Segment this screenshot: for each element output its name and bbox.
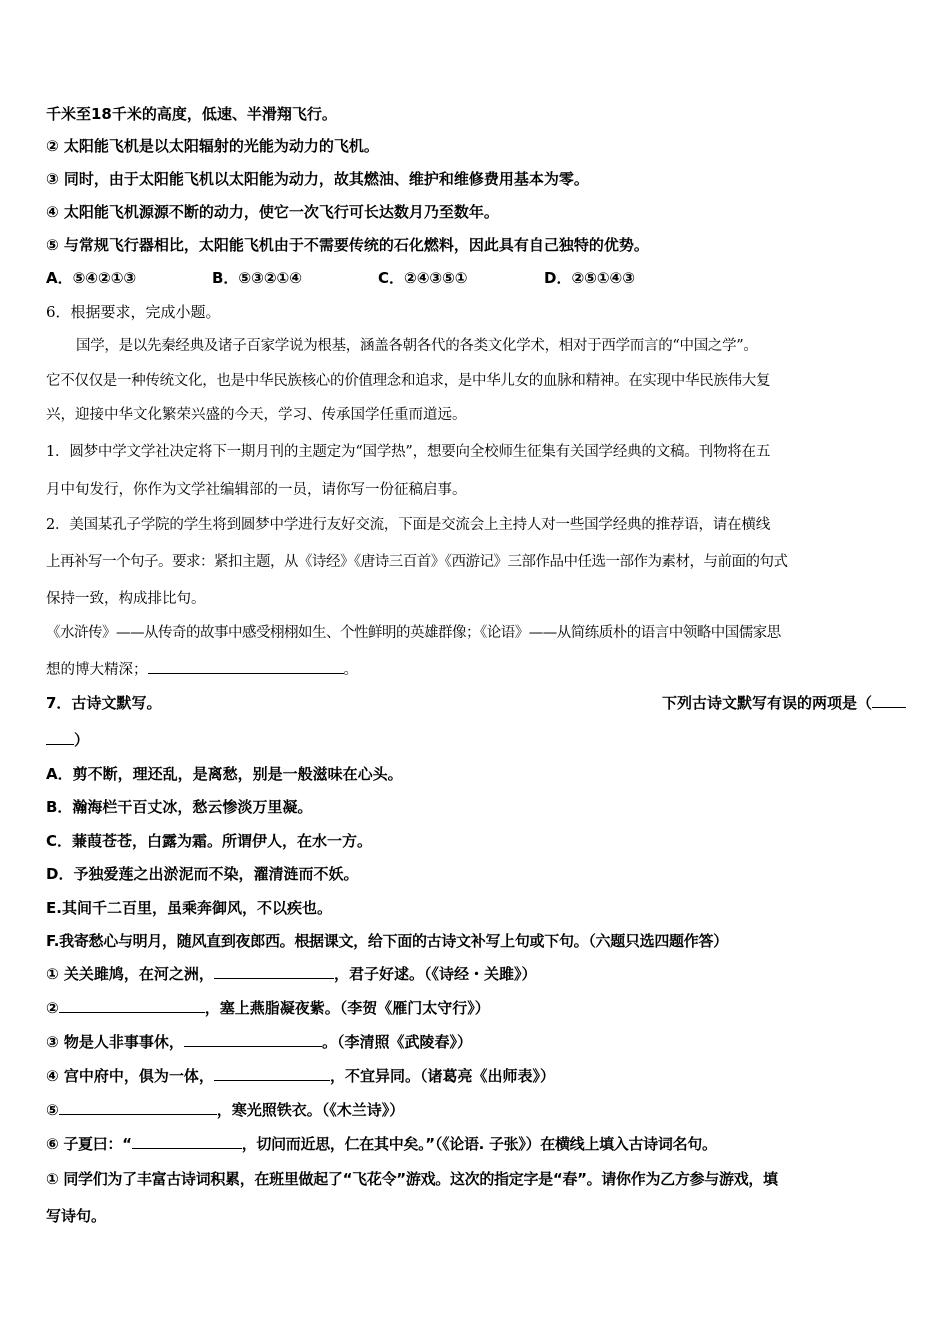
q7-item-3 — [46, 1032, 472, 1052]
q7-item-5 — [46, 1100, 404, 1120]
q7-item-4 — [46, 1066, 555, 1086]
q7-item-2-tail: ，塞上燕脂凝夜紫。（李贺《雁门太守行》） — [204, 999, 490, 1017]
q7-item-4-tail: ，不宜异同。（诸葛亮《出师表》） — [329, 1067, 555, 1085]
q7-item-3-text: ③ 物是人非事事休， — [46, 1033, 184, 1051]
q5-option-d: D．②⑤①④③ — [544, 269, 635, 287]
q7-feihualing-line-2: 写诗句。 — [46, 1207, 107, 1225]
q7-option-d: D．予独爱莲之出淤泥而不染，濯清涟而不妖。 — [46, 865, 359, 883]
q6-passage-line-3: 兴，迎接中华文化繁荣兴盛的今天，学习、传承国学任重而道远。 — [46, 407, 467, 423]
q5-sentence-3: ③ 同时，由于太阳能飞机以太阳能为动力，故其燃油、维护和维修费用基本为零。 — [46, 170, 589, 188]
q6-passage-line-1: 国学，是以先秦经典及诸子百家学说为根基，涵盖各朝各代的各类文化学术，相对于西学而言的“中国之学”。 — [76, 338, 758, 354]
q6-sub2-line-5-end: 。 — [343, 662, 358, 678]
q7-item-6-blank[interactable] — [132, 1134, 242, 1149]
q7-item-6 — [46, 1134, 717, 1154]
q7-item-1-blank[interactable] — [214, 964, 334, 979]
q5-option-a: A．⑤④②①③ — [46, 269, 137, 287]
q7-answer-blank-b[interactable] — [46, 730, 74, 745]
q6-sub2-line-3: 保持一致，构成排比句。 — [46, 591, 206, 607]
q7-item-2-blank[interactable] — [59, 998, 205, 1013]
q6-sub1-line-1: 1．圆梦中学文学社决定将下一期月刊的主题定为“国学热”，想要向全校师生征集有关国学经典的文稿。刊物将在五 — [46, 444, 771, 460]
q7-prompt-cont — [46, 730, 89, 750]
q7-option-a: A．剪不断，理还乱，是离愁，别是一般滋味在心头。 — [46, 765, 403, 783]
q7-item-2 — [46, 998, 490, 1018]
q7-prompt-text: 下列古诗文默写有误的两项是（ — [661, 694, 872, 712]
q6-passage-line-2: 它不仅仅是一种传统文化，也是中华民族核心的价值理念和追求，是中华儿女的血脉和精神。在实现中华民族伟大复 — [46, 373, 771, 389]
q7-feihualing-line-1: ① 同学们为了丰富古诗词积累，在班里做起了“飞花令”游戏。这次的指定字是“春”。请你作为乙方参与游戏，填 — [46, 1170, 778, 1188]
q5-sentence-5: ⑤ 与常规飞行器相比，太阳能飞机由于不需要传统的石化燃料，因此具有自己独特的优势。 — [46, 236, 649, 254]
q7-option-b: B．瀚海栏干百丈冰，愁云惨淡万里凝。 — [46, 798, 313, 816]
q7-item-4-blank[interactable] — [214, 1066, 330, 1081]
q5-sentence-2: ② 太阳能飞机是以太阳辐射的光能为动力的飞机。 — [46, 137, 379, 155]
q5-option-c: C．②④③⑤① — [378, 269, 468, 287]
q5-options — [46, 268, 635, 288]
q7-item-1 — [46, 964, 536, 984]
q6-title: 6．根据要求，完成小题。 — [46, 303, 221, 321]
q7-title: 7．古诗文默写。 — [46, 694, 162, 712]
q7-item-4-text: ④ 宫中府中，俱为一体， — [46, 1067, 214, 1085]
q7-item-5-blank[interactable] — [59, 1100, 217, 1115]
q7-item-2-text: ② — [46, 999, 59, 1017]
q6-sub2-line-5 — [46, 659, 358, 680]
q7-answer-blank-a[interactable] — [872, 693, 906, 708]
q7-item-5-tail: ，寒光照铁衣。（《木兰诗》） — [216, 1101, 405, 1119]
q5-option-b: B．⑤③②①④ — [212, 269, 302, 287]
q7-item-1-tail: ，君子好逑。（《诗经・关雎》） — [333, 965, 537, 983]
q7-item-5-text: ⑤ — [46, 1101, 59, 1119]
q7-item-1-text: ① 关关雎鸠，在河之洲， — [46, 965, 214, 983]
q7-close-paren: ） — [74, 731, 90, 749]
q7-item-6-tail: ，切问而近思，仁在其中矣。”（《论语. 子张》）在横线上填入古诗词名句。 — [241, 1135, 717, 1153]
q5-sentence-4: ④ 太阳能飞机源源不断的动力，使它一次飞行可长达数月乃至数年。 — [46, 203, 499, 221]
q7-option-e: E.其间千二百里，虽乘奔御风，不以疾也。 — [46, 899, 332, 917]
q7-item-3-tail: 。（李清照《武陵春》） — [321, 1033, 472, 1051]
q7-option-c: C．蒹葭苍苍，白露为霜。所谓伊人，在水一方。 — [46, 832, 373, 850]
q6-answer-blank[interactable] — [148, 659, 344, 674]
q7-prompt — [662, 693, 906, 713]
q6-sub2-line-1: 2．美国某孔子学院的学生将到圆梦中学进行友好交流，下面是交流会上主持人对一些国学经典的推荐语，请在横线 — [46, 517, 771, 533]
q7-item-6-text: ⑥ 子夏曰：“ — [46, 1135, 132, 1153]
q6-sub2-line-2: 上再补写一个句子。要求：紧扣主题，从《诗经》《唐诗三百首》《西游记》三部作品中任选一部作为素材，与前面的句式 — [46, 554, 788, 570]
q6-sub1-line-2: 月中旬发行，你作为文学社编辑部的一员，请你写一份征稿启事。 — [46, 482, 467, 498]
q7-item-3-blank[interactable] — [184, 1032, 322, 1047]
q6-sub2-line-5-text: 想的博大精深； — [46, 662, 148, 678]
q6-sub2-line-4: 《水浒传》——从传奇的故事中感受栩栩如生、个性鲜明的英雄群像；《论语》——从简练质朴的语言中领略中国儒家思 — [46, 625, 781, 641]
q5-continuation: 千米至18千米的高度，低速、半滑翔飞行。 — [46, 105, 337, 123]
q7-option-f: F.我寄愁心与明月，随风直到夜郎西。根据课文，给下面的古诗文补写上句或下句。（六题只选四题作答） — [46, 932, 728, 950]
